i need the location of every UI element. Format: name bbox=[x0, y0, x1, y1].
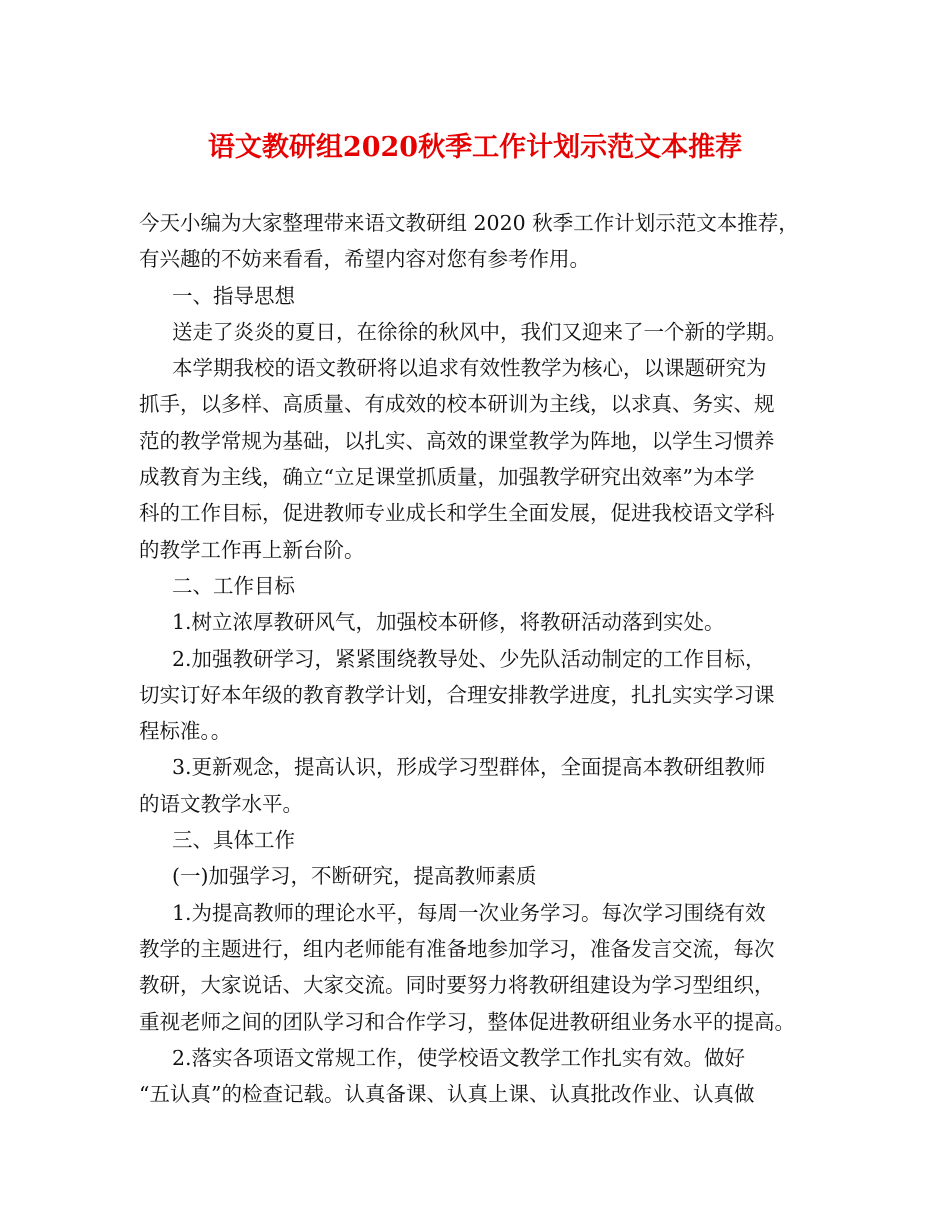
text-line: 的语文教学水平。 bbox=[139, 791, 303, 816]
text-line: 2.加强教研学习，紧紧围绕教导处、少先队活动制定的工作目标， bbox=[172, 646, 766, 671]
document-title: 语文教研组2020秋季工作计划示范文本推荐 bbox=[207, 132, 743, 163]
text-line: 教研，大家说话、大家交流。同时要努力将教研组建设为学习型组织， bbox=[139, 973, 775, 998]
document-body bbox=[139, 205, 814, 1112]
text-line: 有兴趣的不妨来看看，希望内容对您有参考作用。 bbox=[139, 247, 590, 272]
text-line: 送走了炎炎的夏日，在徐徐的秋风中，我们又迎来了一个新的学期。 bbox=[172, 319, 787, 344]
text-line: 三、具体工作 bbox=[172, 828, 295, 853]
text-line: 二、工作目标 bbox=[172, 573, 295, 598]
text-line: 一、指导思想 bbox=[172, 283, 295, 308]
text-line: 1.为提高教师的理论水平，每周一次业务学习。每次学习围绕有效 bbox=[172, 900, 766, 925]
text-line: 范的教学常规为基础，以扎实、高效的课堂教学为阵地，以学生习惯养 bbox=[139, 428, 775, 453]
text-line: 重视老师之间的团队学习和合作学习，整体促进教研组业务水平的提高。 bbox=[139, 1009, 795, 1034]
text-line: 成教育为主线，确立“立足课堂抓质量，加强教学研究出效率”为本学 bbox=[139, 465, 755, 490]
text-line: 切实订好本年级的教育教学计划，合理安排教学进度，扎扎实实学习课 bbox=[139, 682, 775, 707]
text-line: (一)加强学习，不断研究，提高教师素质 bbox=[172, 864, 537, 889]
text-line: 的教学工作再上新台阶。 bbox=[139, 537, 365, 562]
text-line: 2.落实各项语文常规工作，使学校语文教学工作扎实有效。做好 bbox=[172, 1045, 746, 1070]
text-line: 1.树立浓厚教研风气，加强校本研修，将教研活动落到实处。 bbox=[172, 610, 725, 635]
text-line: “五认真”的检查记载。认真备课、认真上课、认真批改作业、认真做 bbox=[139, 1082, 755, 1107]
text-line: 本学期我校的语文教研将以追求有效性教学为核心，以课题研究为 bbox=[172, 356, 767, 381]
text-line: 抓手，以多样、高质量、有成效的校本研训为主线，以求真、务实、规 bbox=[139, 392, 775, 417]
text-line: 科的工作目标，促进教师专业成长和学生全面发展，促进我校语文学科 bbox=[139, 501, 775, 526]
text-line: 今天小编为大家整理带来语文教研组 2020 秋季工作计划示范文本推荐， bbox=[139, 211, 799, 235]
text-line: 教学的主题进行，组内老师能有准备地参加学习，准备发言交流，每次 bbox=[139, 936, 775, 961]
text-line: 程标准。。 bbox=[139, 719, 232, 744]
text-line: 3.更新观念，提高认识，形成学习型群体，全面提高本教研组教师 bbox=[172, 755, 766, 780]
